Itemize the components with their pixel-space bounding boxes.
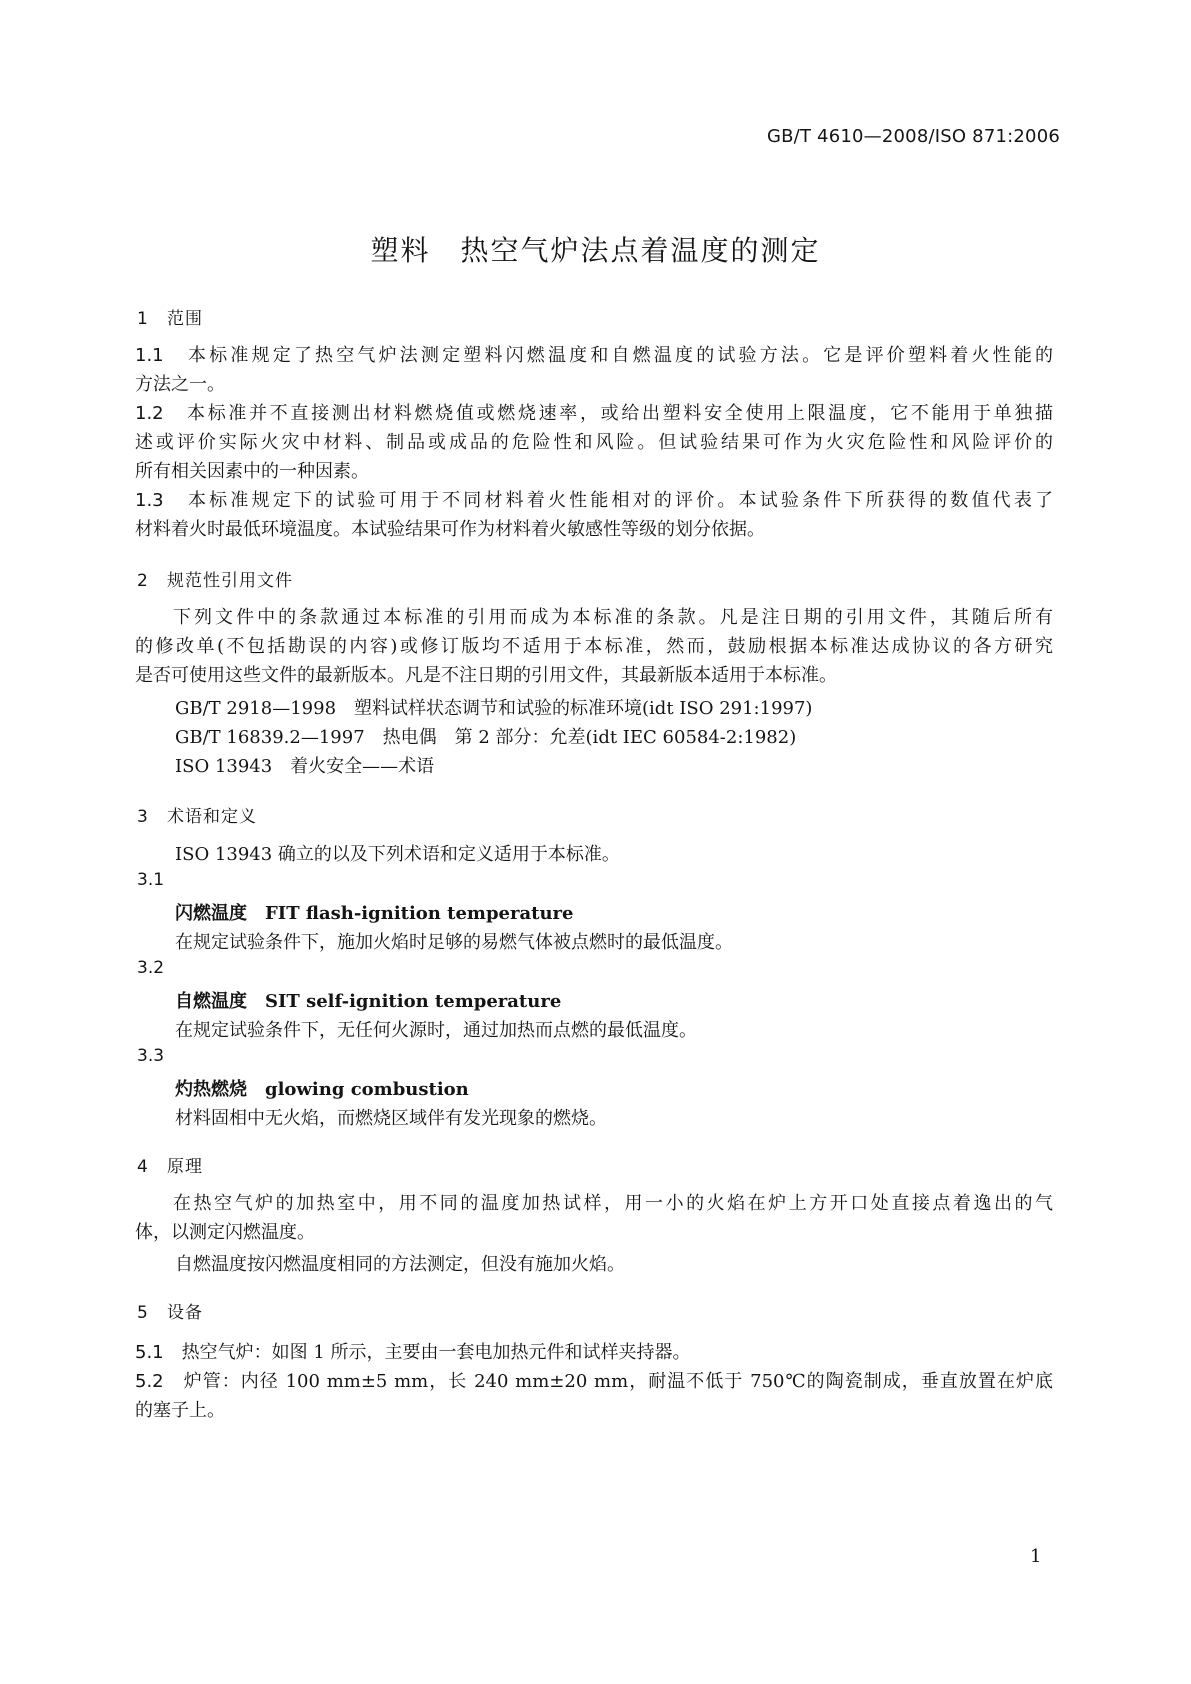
term-number: 3.1	[137, 870, 165, 890]
section-title: 术语和定义	[167, 807, 257, 827]
term-entry	[175, 1075, 469, 1101]
paragraph-text: 炉管：内径 100 mm±5 mm，长 240 mm±20 mm，耐温不低于 750℃的陶瓷制成，垂直放置在炉底	[183, 1371, 1054, 1392]
sec3-intro: ISO 13943 确立的以及下列术语和定义适用于本标准。	[175, 844, 620, 865]
page-title: 塑料 热空气炉法点着温度的测定	[370, 234, 821, 267]
section-3-heading	[137, 802, 257, 827]
paragraph-text: 本标准规定了热空气炉法测定塑料闪燃温度和自燃温度的试验方法。它是评价塑料着火性能的	[188, 345, 1054, 366]
clause-5-1	[135, 1338, 691, 1364]
paragraph-line	[135, 1367, 1053, 1396]
paragraph-text: 本标准并不直接测出材料燃烧值或燃烧速率，或给出塑料安全使用上限温度，它不能用于单独描	[187, 403, 1054, 424]
paragraph-line	[135, 341, 1053, 370]
sec4-p1-line2: 体，以测定闪燃温度。	[135, 1222, 315, 1243]
section-1-heading	[137, 304, 203, 329]
section-4-heading	[137, 1152, 203, 1177]
section-number: 1	[137, 309, 149, 329]
paragraph-text: 本标准规定下的试验可用于不同材料着火性能相对的评价。本试验条件下所获得的数值代表了	[188, 490, 1054, 511]
term-entry	[175, 987, 561, 1013]
section-title: 范围	[167, 309, 203, 329]
section-number: 3	[137, 807, 149, 827]
paragraph-line	[135, 486, 1053, 515]
section-number: 2	[137, 571, 149, 591]
term-number: 3.3	[137, 1046, 165, 1066]
clause-5-2	[135, 1367, 1053, 1396]
clause-number: 1.3	[135, 490, 164, 511]
section-title: 原理	[167, 1157, 203, 1177]
clause-1-1	[135, 341, 1053, 370]
normative-reference: GB/T 16839.2—1997 热电偶 第 2 部分：允差(idt IEC 60584-2:1982)	[175, 727, 797, 748]
sec4-p2: 自燃温度按闪燃温度相同的方法测定，但没有施加火焰。	[175, 1254, 625, 1275]
paragraph-text: 热空气炉：如图 1 所示，主要由一套电加热元件和试样夹持器。	[181, 1342, 691, 1363]
clause-number: 5.1	[135, 1342, 164, 1363]
section-title: 设备	[167, 1303, 203, 1323]
sec2-intro-line3: 是否可使用这些文件的最新版本。凡是不注日期的引用文件，其最新版本适用于本标准。	[135, 665, 837, 686]
clause-number: 1.1	[135, 345, 164, 366]
section-2-heading	[137, 566, 293, 591]
term-en: FIT flash-ignition temperature	[265, 903, 574, 924]
clause-1-3	[135, 486, 1053, 515]
clause-1-1-cont: 方法之一。	[135, 374, 225, 395]
term-zh: 闪燃温度	[175, 903, 247, 924]
term-zh: 自燃温度	[175, 991, 247, 1012]
sec4-p1-line1: 在热空气炉的加热室中，用不同的温度加热试样，用一小的火焰在炉上方开口处直接点着逸出的气	[173, 1193, 1053, 1214]
page-number: 1	[1030, 1546, 1042, 1567]
paragraph-line	[135, 399, 1053, 428]
clause-1-2-line2: 述或评价实际火灾中材料、制品或成品的危险性和风险。但试验结果可作为火灾危险性和风险评价的	[135, 432, 1053, 453]
sec2-intro-line1: 下列文件中的条款通过本标准的引用而成为本标准的条款。凡是注日期的引用文件，其随后所有	[173, 607, 1053, 628]
normative-reference: GB/T 2918—1998 塑料试样状态调节和试验的标准环境(idt ISO 291:1997)	[175, 698, 813, 719]
term-en: SIT self-ignition temperature	[265, 991, 562, 1012]
term-en: glowing combustion	[265, 1079, 469, 1100]
document-number: GB/T 4610—2008/ISO 871:2006	[766, 126, 1060, 147]
term-zh: 灼热燃烧	[175, 1079, 247, 1100]
section-number: 5	[137, 1303, 149, 1323]
clause-number: 1.2	[135, 403, 164, 424]
clause-1-3-line2: 材料着火时最低环境温度。本试验结果可作为材料着火敏感性等级的划分依据。	[135, 519, 765, 540]
term-number: 3.2	[137, 958, 165, 978]
sec2-intro-line2: 的修改单(不包括勘误的内容)或修订版均不适用于本标准，然而，鼓励根据本标准达成协议的各方研究	[135, 636, 1053, 657]
normative-reference: ISO 13943 着火安全——术语	[175, 756, 435, 777]
section-5-heading	[137, 1298, 203, 1323]
term-definition: 材料固相中无火焰，而燃烧区域伴有发光现象的燃烧。	[175, 1108, 607, 1129]
term-entry	[175, 899, 574, 925]
clause-5-2-line2: 的塞子上。	[135, 1400, 225, 1421]
term-definition: 在规定试验条件下，施加火焰时足够的易燃气体被点燃时的最低温度。	[175, 932, 733, 953]
section-number: 4	[137, 1157, 149, 1177]
section-title: 规范性引用文件	[167, 571, 293, 591]
clause-1-2	[135, 399, 1053, 428]
clause-number: 5.2	[135, 1371, 164, 1392]
term-definition: 在规定试验条件下，无任何火源时，通过加热而点燃的最低温度。	[175, 1020, 697, 1041]
clause-1-2-line3: 所有相关因素中的一种因素。	[135, 461, 369, 482]
